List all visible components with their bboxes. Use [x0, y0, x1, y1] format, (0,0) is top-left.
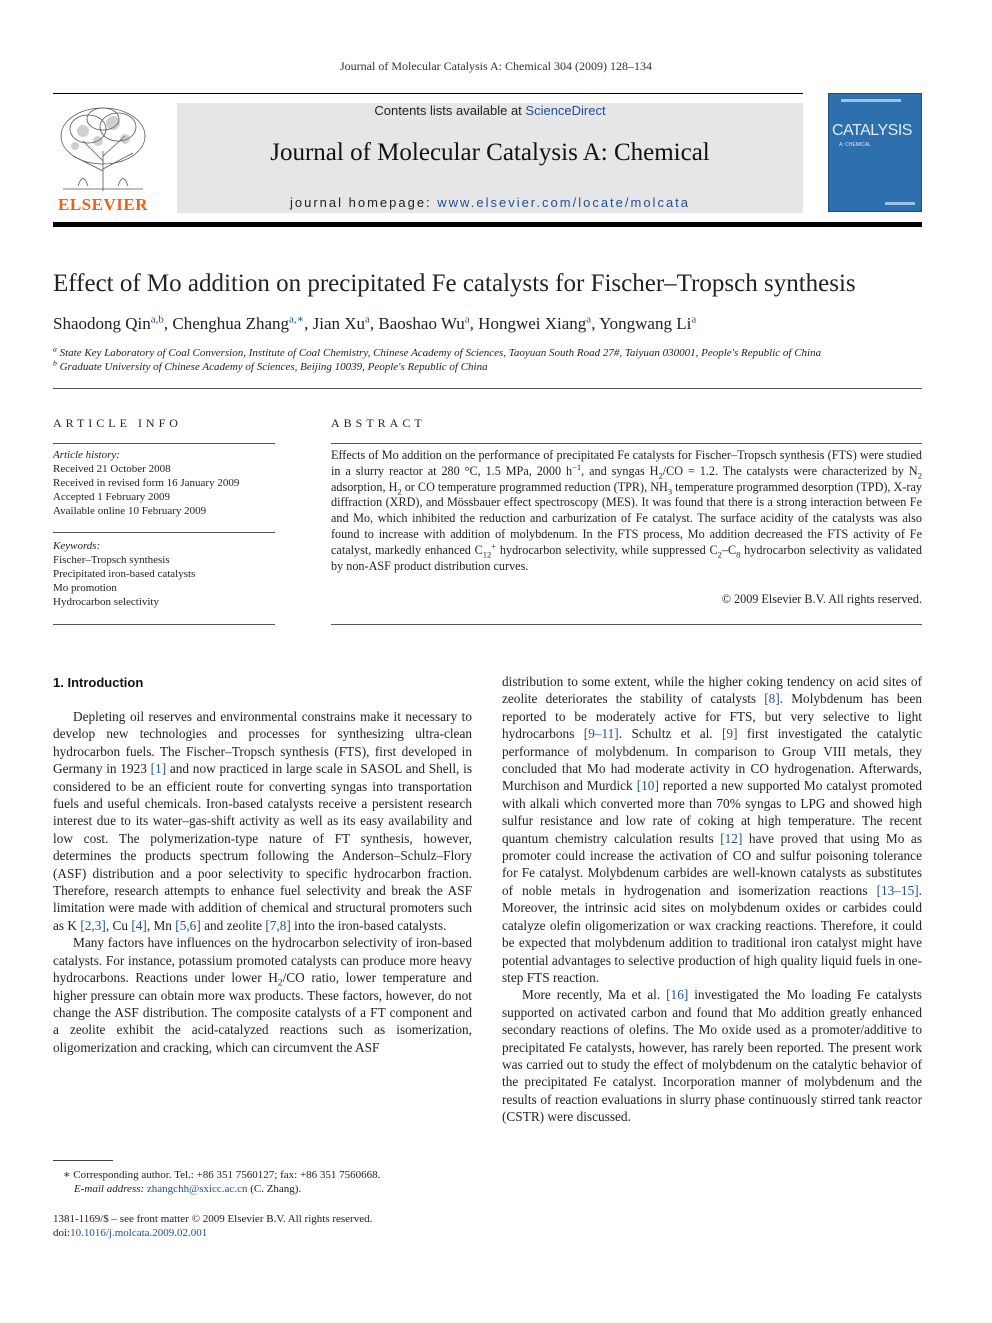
sciencedirect-link[interactable]: ScienceDirect — [525, 103, 606, 118]
doi-line — [53, 1226, 207, 1240]
elsevier-logo[interactable] — [53, 101, 153, 213]
author-affiliation-mark[interactable]: a,∗ — [289, 313, 305, 326]
history-online: Available online 10 February 2009 — [53, 505, 207, 517]
journal-banner — [177, 103, 803, 213]
email-label: E-mail address: — [74, 1183, 147, 1195]
affiliations — [53, 346, 933, 374]
author-separator: , — [163, 314, 173, 333]
homepage-line — [177, 195, 803, 210]
author-separator: , — [369, 314, 379, 333]
body-paragraph: distribution to some extent, while the higher coking tendency on acid sites of zeolite deteriorates the stability of catalysts [8]. Molybdenum has been reported to be moderately active for FTS, but very selective to light hydrocarbons [9–11]. Schultz et al. [9] first investigated the catalytic performance of molybdenum. In comparison to Group VIII metals, they concluded that Mo had moderate activity in CO hydrogenation. Afterwards, Murchison and Murdick [10] reported a new supported Mo catalyst promoted with alkali which converted more than 70% syngas to LPG and showed high sulfur resistance and low rate of coking at high temperature. The recent quantum chemistry calculation results [12] have proved that using Mo as promoter could increase the activation of CO and sulfur poisoning tolerance for Fe catalyst. Molybdenum carbides are well-known catalysts as substitutes of noble metals in hydrogenation and isomerization reactions [13–15]. Moreover, the intrinsic acid sites on molybdenum oxides or carbides could catalyze olefin oligomerization or wax cracking reactions. Therefore, it could be expected that molybdenum addition to traditional iron catalyst might have potential advantages to selective production of high quality liquid fuels in one-step FTS reaction. — [502, 674, 922, 985]
corresponding-author-note: ∗ Corresponding author. Tel.: +86 351 7560127; fax: +86 351 7560668. — [63, 1169, 381, 1181]
article-title: Effect of Mo addition on precipitated Fe catalysts for Fischer–Tropsch synthesis — [53, 270, 856, 297]
header-thick-rule — [53, 222, 922, 227]
homepage-link[interactable]: www.elsevier.com/locate/molcata — [437, 195, 691, 210]
keyword-item: Precipitated iron-based catalysts — [53, 568, 196, 580]
body-paragraph: Depleting oil reserves and environmental constrains make it necessary to develop new technologies and processes for synthesizing ultra-clean hydrocarbon fuels. The Fischer–Tropsch synthesis (FTS), first developed in Germany in 1923 [1] and now practiced in large scale in SASOL and Shell, is considered to be an efficient route for converting syngas into transportation fuels and useful chemicals. Iron-based catalysts receive a persistent research interest due to its water–gas-shift activity as well as its easy availability and low cost. The polymerization-type nature of FT synthesis, however, determines the products spectrum following the Anderson–Schulz–Flory (ASF) distribution and a poor selectivity to specific hydrocarbon fraction. Therefore, research attempts to enhance fuel selectivity and break the ASF limitation were made with addition of chemical and structural promoters such as K [2,3], Cu [4], Mn [5,6] and zeolite [7,8] into the iron-based catalysts. — [53, 709, 472, 933]
affiliation-a — [53, 346, 933, 360]
author-name: Jian Xu — [312, 314, 366, 333]
cover-title: CATALYSIS — [832, 122, 912, 139]
keyword-item: Hydrocarbon selectivity — [53, 596, 159, 608]
issn-line: 1381-1169/$ – see front matter © 2009 Elsevier B.V. All rights reserved. — [53, 1213, 373, 1225]
author-separator: , — [591, 314, 600, 333]
contents-prefix: Contents lists available at — [374, 103, 526, 118]
body-column-left — [53, 708, 472, 1056]
history-label: Article history: — [53, 449, 120, 461]
running-head: Journal of Molecular Catalysis A: Chemical 304 (2009) 128–134 — [340, 59, 652, 73]
abstract-copyright: © 2009 Elsevier B.V. All rights reserved. — [721, 592, 922, 606]
cover-bar — [841, 99, 901, 102]
affiliation-mark: a — [53, 344, 57, 354]
email-suffix: (C. Zhang). — [247, 1183, 302, 1195]
author-affiliation-mark[interactable]: a — [691, 313, 697, 326]
history-received: Received 21 October 2008 — [53, 463, 171, 475]
keyword-item: Fischer–Tropsch synthesis — [53, 554, 170, 566]
journal-cover[interactable] — [828, 93, 922, 212]
author-name: Chenghua Zhang — [172, 314, 289, 333]
elsevier-wordmark: ELSEVIER — [58, 195, 148, 214]
abstract-heading: ABSTRACT — [331, 416, 426, 430]
history-revised: Received in revised form 16 January 2009 — [53, 477, 240, 489]
doi-prefix: doi: — [53, 1227, 71, 1239]
header-rule — [53, 93, 803, 94]
affiliation-text: Graduate University of Chinese Academy of Sciences, Beijing 10039, People's Republic of China — [59, 361, 488, 373]
affiliation-b — [53, 360, 933, 374]
author-name: Yongwang Li — [599, 314, 692, 333]
info-top-rule — [53, 388, 922, 389]
email-link[interactable]: zhangchh@sxicc.ac.cn — [146, 1183, 248, 1195]
article-info-rule — [53, 443, 275, 444]
introduction-heading: 1. Introduction — [53, 675, 144, 690]
abstract-text: Effects of Mo addition on the performance of precipitated Fe catalysts for Fischer–Tropsch synthesis (FTS) were studied in a slurry reactor at 280 °C, 1.5 MPa, 2000 $h^{-1}$, and syngas $H_2/CO = 1.2$. The catalysts were characterized by $N_2$ adsorption, $H_2$ or CO temperature programmed reduction (TPR), $NH_3$ temperature programmed desorption (TPD), X-ray diffraction (XRD), and Mössbauer effect spectroscopy (MES). It was found that there is a strong interaction between Fe and Mo, which inhibited the reduction and carburization of Fe catalyst. The surface acidity of the catalysts was also found to increase with addition of molybdenum. In the FTS process, Mo addition decreased the FTS activity of Fe catalyst, markedly enhanced $C_{12}^+$ hydrocarbon selectivity, while suppressed $C_2-C_8$ hydrocarbon selectivity as validated by non-ASF product distribution curves. — [331, 448, 922, 573]
author-list — [53, 314, 933, 334]
author-name: Baoshao Wu — [378, 314, 465, 333]
body-paragraph: More recently, Ma et al. [16] investigated the Mo loading Fe catalysts supported on activated carbon and found that Mo addition greatly enhanced secondary reactions of olefins. The Mo oxide used as a promoter/additive to precipitated Fe catalysts, however, has rarely been reported. The present work was carried out to study the effect of molybdenum on the catalytic behavior of the precipitated Fe catalyst. Incorporation manner of molybdenum and the results of reaction evaluations in slurry phase continuously stirred tank reactor (CSTR) were discussed. — [502, 987, 922, 1125]
body-column-right — [502, 673, 922, 1126]
keywords-label: Keywords: — [53, 540, 101, 552]
affiliation-text: State Key Laboratory of Coal Conversion, Institute of Coal Chemistry, Chinese Academy of Sciences, Taoyuan South Road 27#, Taiyuan 030001, People's Republic of China — [59, 347, 822, 359]
article-info-bottom-rule — [53, 624, 275, 625]
author-name: Shaodong Qin — [53, 314, 151, 333]
affiliation-mark: b — [53, 358, 57, 368]
author-name: Hongwei Xiang — [478, 314, 587, 333]
article-info-heading: ARTICLE INFO — [53, 416, 182, 430]
email-note — [53, 1182, 301, 1196]
author-affiliation-mark[interactable]: a,b — [150, 313, 164, 326]
keywords — [53, 539, 275, 609]
cover-subtitle: A: CHEMICAL — [839, 142, 871, 148]
contents-line — [177, 103, 803, 118]
author-affiliation-mark[interactable]: a — [586, 313, 592, 326]
body-paragraph: Many factors have influences on the hydrocarbon selectivity of iron-based catalysts. For instance, potassium promoted catalysts can produce more heavy hydrocarbons. Reactions under lower $H_2/CO$ ratio, lower temperature and higher pressure can obtain more wax products. These factors, however, do not change the ASF distribution. The composite catalysts of a FT component and a zeolite exhibit the acid-catalyzed reactions such as isomerization, oligomerization and cracking, which can circumvent the ASF — [53, 935, 472, 1055]
cover-footer-bar — [885, 202, 915, 205]
author-affiliation-mark[interactable]: a — [365, 313, 370, 326]
homepage-prefix: journal homepage: — [289, 195, 438, 210]
elsevier-tree-icon — [53, 101, 153, 193]
keyword-item: Mo promotion — [53, 582, 117, 594]
history-accepted: Accepted 1 February 2009 — [53, 491, 170, 503]
author-separator: , — [469, 314, 479, 333]
author-affiliation-mark[interactable]: a — [464, 313, 470, 326]
abstract-bottom-rule — [331, 624, 922, 625]
doi-link[interactable]: 10.1016/j.molcata.2009.02.001 — [70, 1227, 208, 1239]
journal-name: Journal of Molecular Catalysis A: Chemical — [270, 139, 710, 166]
footnote-rule — [53, 1160, 113, 1161]
article-history — [53, 448, 275, 518]
author-separator: , — [304, 314, 313, 333]
abstract-rule — [331, 443, 922, 444]
keywords-rule — [53, 532, 275, 533]
